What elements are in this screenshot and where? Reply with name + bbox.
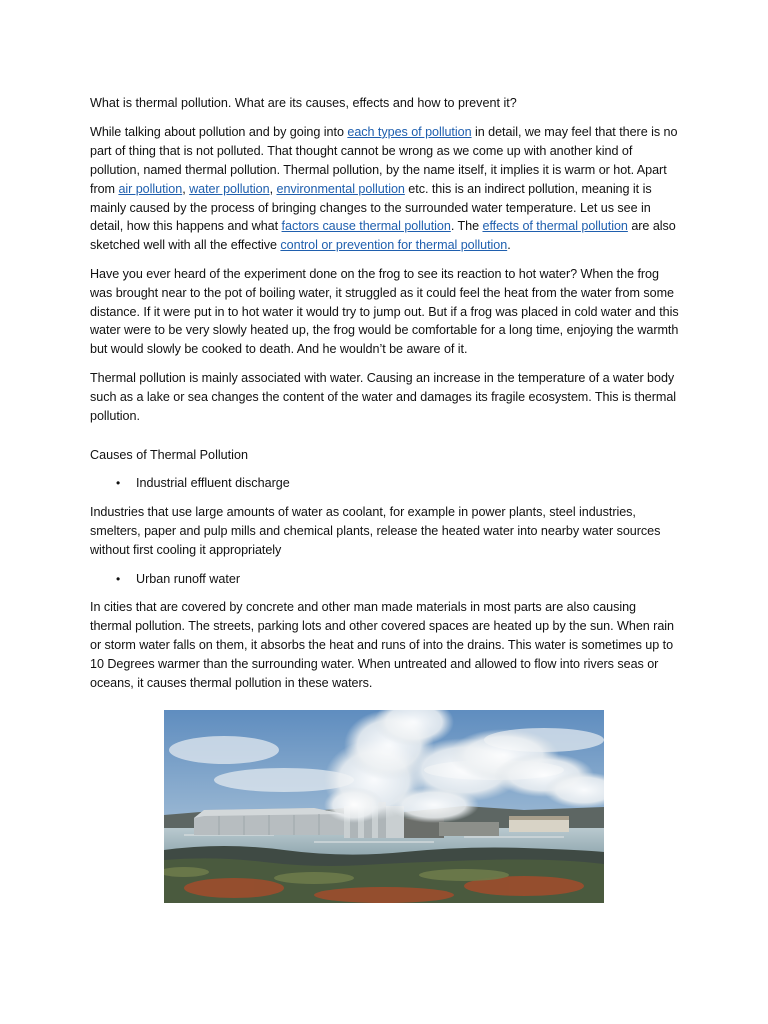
link-each-types-of-pollution[interactable]: each types of pollution xyxy=(347,124,472,139)
causes-heading: Causes of Thermal Pollution xyxy=(90,447,248,462)
document-body xyxy=(90,94,680,702)
intro-text-1: While talking about pollution and by going into xyxy=(90,124,348,139)
link-environmental-pollution[interactable]: environmental pollution xyxy=(276,181,405,196)
cause-bullet-industrial xyxy=(116,474,680,493)
link-water-pollution[interactable]: water pollution xyxy=(189,181,270,196)
cause-label: Industrial effluent discharge xyxy=(136,476,290,491)
cause-bullet-urban xyxy=(116,570,680,589)
intro-text-4: , xyxy=(269,181,277,196)
cause-paragraph-urban: In cities that are covered by concrete and other man made materials in most parts are also causing thermal pollution. The streets, parking lots and other covered spaces are heated up by the sun. When rain or storm water falls on them, it absorbs the heat and runs of into the drains. This water is sometimes up to 10 Degrees warmer than the surrounding water. When untreated and allowed to flow into rivers seas or oceans, it causes thermal pollution in these waters. xyxy=(90,600,674,691)
geothermal-plant-photo xyxy=(164,710,604,903)
bullet-marker: • xyxy=(116,476,121,491)
link-factors-cause-thermal-pollution[interactable]: factors cause thermal pollution xyxy=(281,219,451,234)
cause-paragraph-industrial: Industries that use large amounts of water as coolant, for example in power plants, steel industries, smelters, paper and pulp mills and chemical plants, release the heated water into nearby water sources without first cooling it appropriately xyxy=(90,505,661,558)
definition-paragraph: Thermal pollution is mainly associated with water. Causing an increase in the temperature of a water body such as a lake or sea changes the content of the water and damages its fragile ecosystem. This is thermal pollution. xyxy=(90,370,677,423)
intro-text-3: , xyxy=(182,181,190,196)
intro-text-2: in detail, we may feel that there is no part of thing that is not polluted. That thought cannot be wrong as we come up with another kind of pollution, named thermal pollution. Thermal pollution, by the name itself, it implies it is warm or hot. Apart from xyxy=(90,124,678,196)
frog-paragraph: Have you ever heard of the experiment done on the frog to see its reaction to hot water? When the frog was brought near to the pot of boiling water, it struggled as it could feel the heat from the water from some distance. If it were put in to hot water it would try to jump out. But if a frog was placed in cold water and this water were to be very slowly heated up, the frog would be comfortable for a long time, enjoying the warmth but would slowly be cooked to death. And he wouldn’t be aware of it. xyxy=(90,266,679,357)
intro-text-6: . The xyxy=(450,219,483,234)
link-effects-of-thermal-pollution[interactable]: effects of thermal pollution xyxy=(482,219,628,234)
page-title: What is thermal pollution. What are its causes, effects and how to prevent it? xyxy=(90,96,517,110)
link-air-pollution[interactable]: air pollution xyxy=(118,181,183,196)
intro-text-7: are also sketched well with all the effective xyxy=(90,219,676,253)
geothermal-plant-image xyxy=(164,710,604,903)
intro-text-8: . xyxy=(507,238,511,253)
link-control-prevention[interactable]: control or prevention for thermal pollution xyxy=(280,238,508,253)
intro-paragraph xyxy=(90,123,680,255)
intro-text-5: etc. this is an indirect pollution, meaning it is mainly caused by the process of bringing changes to the surrounded water temperature. Let us see in detail, how this happens and what xyxy=(90,181,652,234)
cause-label: Urban runoff water xyxy=(136,571,241,586)
bullet-marker: • xyxy=(116,571,121,586)
